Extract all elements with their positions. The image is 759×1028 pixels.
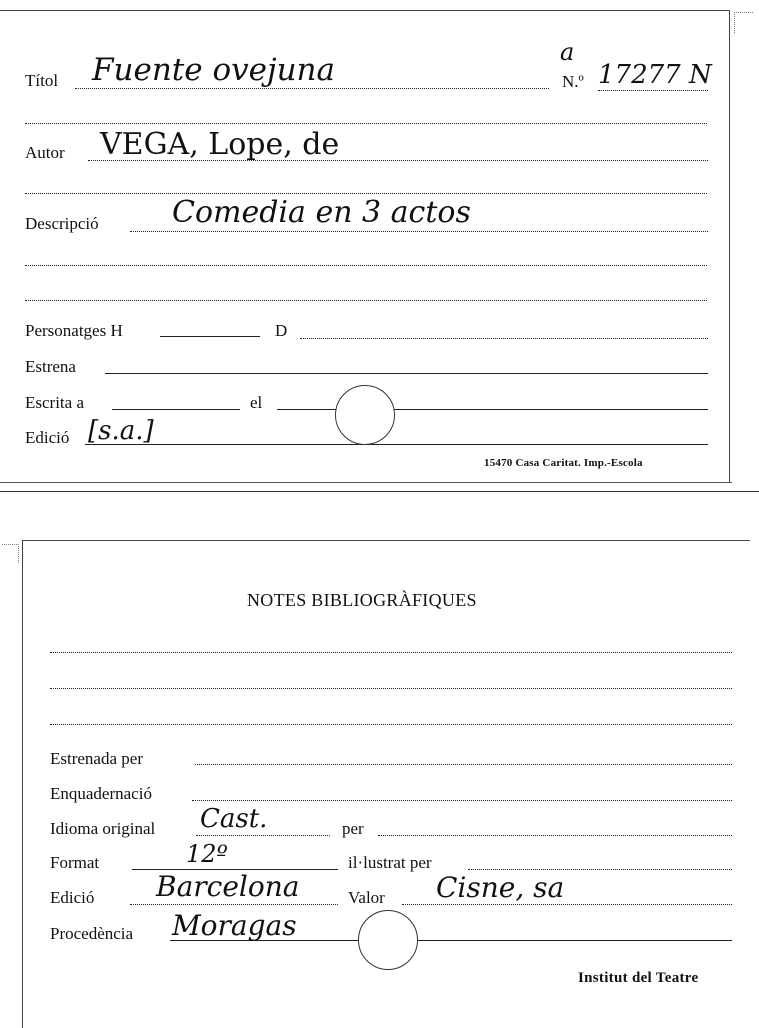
idioma-handwritten-value: Cast. [200, 804, 268, 834]
catalog-card-back [0, 500, 759, 1028]
procedencia-label: Procedència [50, 924, 134, 943]
personatges-h-line [160, 336, 260, 337]
printer-note: 15470 Casa Caritat. Imp.-Escola [484, 457, 643, 469]
punch-hole-front [335, 385, 395, 445]
estrenada-line [195, 764, 732, 765]
punch-hole-back [358, 910, 418, 970]
valor-label: Valor [348, 888, 385, 907]
enquadernacio-line [192, 800, 732, 801]
card-back-top-edge [22, 540, 750, 541]
card-front-bottom-edge [0, 482, 732, 483]
format-label: Format [50, 853, 100, 872]
number-handwritten-value: 17277 N [598, 60, 712, 90]
back-edicio-handwritten-value: Barcelona [156, 870, 300, 903]
escrita-a-line [112, 409, 240, 410]
titol-extra-line [25, 123, 707, 124]
personatges-d-line [300, 338, 708, 339]
personatges-d-label: D [275, 321, 288, 340]
format-handwritten-value: 12º [186, 840, 228, 868]
procedencia-handwritten-value: Moragas [172, 909, 297, 942]
notes-line-2 [50, 688, 732, 689]
edicio-handwritten-value: [s.a.] [88, 416, 154, 446]
card-back-corner-mark [2, 544, 19, 563]
card-separator-line [0, 491, 759, 492]
institution-name: Institut del Teatre [578, 970, 699, 986]
idioma-per-line [378, 835, 732, 836]
descripcio-extra-line-1 [25, 265, 707, 266]
autor-extra-line [25, 193, 707, 194]
descripcio-line [130, 231, 708, 232]
catalog-card-front [0, 0, 759, 492]
estrena-line [105, 373, 708, 374]
back-edicio-label: Edició [50, 888, 95, 907]
card-front-right-edge [729, 10, 730, 482]
card-back-left-edge [22, 540, 23, 1028]
descripcio-extra-line-2 [25, 300, 707, 301]
illustrat-label: il·lustrat per [348, 853, 432, 872]
escrita-label: Escrita a [25, 393, 84, 412]
illustrat-line [468, 869, 732, 870]
idioma-line [196, 835, 330, 836]
escrita-el-label: el [250, 393, 263, 412]
estrena-label: Estrena [25, 357, 76, 376]
descripcio-label: Descripció [25, 214, 99, 233]
descripcio-handwritten-value: Comedia en 3 actos [172, 195, 471, 230]
autor-label: Autor [25, 143, 65, 162]
enquadernacio-label: Enquadernació [50, 784, 152, 803]
card-front-top-edge [0, 10, 730, 11]
number-line [598, 90, 708, 91]
titol-handwritten-value: Fuente ovejuna [92, 52, 335, 88]
back-edicio-line [130, 904, 338, 905]
valor-handwritten-value: Cisne, sa [436, 871, 565, 904]
autor-handwritten-value: VEGA, Lope, de [100, 127, 340, 162]
number-label: N.º [562, 72, 584, 91]
edicio-label: Edició [25, 428, 70, 447]
number-superscript: a [560, 38, 575, 66]
notes-heading: NOTES BIBLIOGRÀFIQUES [247, 590, 477, 610]
valor-line [402, 904, 732, 905]
personatges-label: Personatges H [25, 321, 123, 340]
titol-line [75, 88, 549, 89]
notes-line-3 [50, 724, 732, 725]
idioma-per-label: per [342, 819, 364, 838]
edicio-line [85, 444, 708, 445]
titol-label: Títol [25, 71, 59, 90]
estrenada-label: Estrenada per [50, 749, 143, 768]
notes-line-1 [50, 652, 732, 653]
idioma-label: Idioma original [50, 819, 156, 838]
card-corner-mark [734, 12, 753, 33]
